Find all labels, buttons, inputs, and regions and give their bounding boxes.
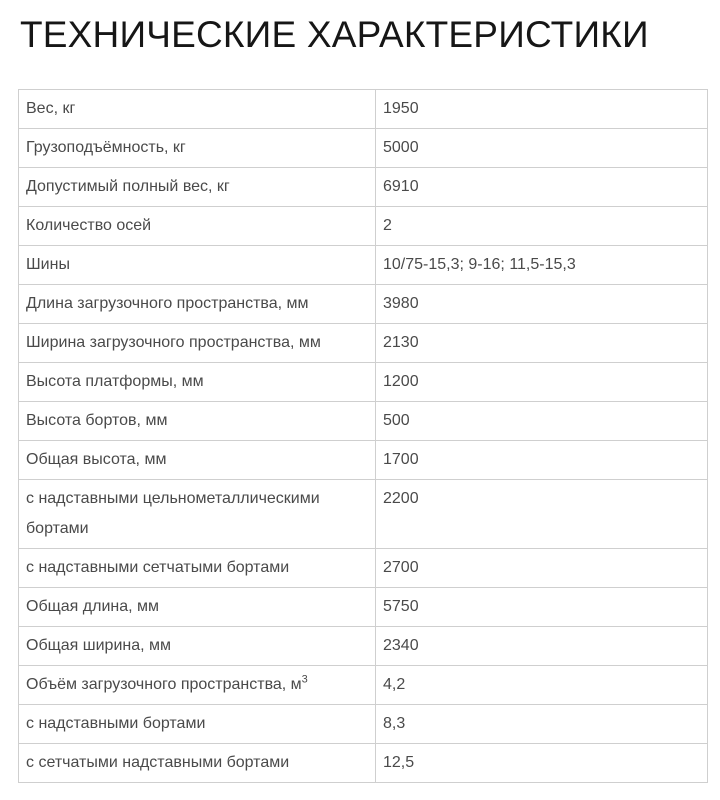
spec-value: 1700 (376, 441, 708, 480)
spec-name: Общая ширина, мм (19, 627, 376, 666)
spec-name: Высота платформы, мм (19, 363, 376, 402)
spec-name: Общая длина, мм (19, 588, 376, 627)
spec-name: с надставными бортами (19, 705, 376, 744)
table-row (19, 363, 708, 402)
page-title: ТЕХНИЧЕСКИЕ ХАРАКТЕРИСТИКИ (20, 14, 649, 55)
table-row (19, 168, 708, 207)
spec-value: 2200 (376, 480, 708, 549)
table-row (19, 246, 708, 285)
table-row (19, 588, 708, 627)
spec-name: Допустимый полный вес, кг (19, 168, 376, 207)
spec-name: Количество осей (19, 207, 376, 246)
spec-value: 10/75-15,3; 9-16; 11,5-15,3 (376, 246, 708, 285)
spec-value: 2130 (376, 324, 708, 363)
spec-value: 2340 (376, 627, 708, 666)
table-row (19, 441, 708, 480)
table-row (19, 324, 708, 363)
specs-table (18, 89, 708, 783)
spec-value: 5750 (376, 588, 708, 627)
spec-value: 1950 (376, 90, 708, 129)
spec-name-text: Объём загрузочного пространства, м (26, 676, 302, 693)
spec-name: Шины (19, 246, 376, 285)
spec-name: Длина загрузочного пространства, мм (19, 285, 376, 324)
spec-value: 500 (376, 402, 708, 441)
spec-value: 8,3 (376, 705, 708, 744)
table-row (19, 666, 708, 705)
spec-name: Ширина загрузочного пространства, мм (19, 324, 376, 363)
spec-value: 12,5 (376, 744, 708, 783)
spec-value: 4,2 (376, 666, 708, 705)
table-row (19, 480, 708, 549)
table-row (19, 549, 708, 588)
spec-value: 5000 (376, 129, 708, 168)
spec-name-with-superscript (19, 666, 376, 705)
table-row (19, 90, 708, 129)
spec-name: Высота бортов, мм (19, 402, 376, 441)
spec-name: Вес, кг (19, 90, 376, 129)
table-row (19, 207, 708, 246)
table-row (19, 705, 708, 744)
spec-name: Грузоподъёмность, кг (19, 129, 376, 168)
table-row (19, 402, 708, 441)
spec-name: Общая высота, мм (19, 441, 376, 480)
spec-name: с надставными цельнометаллическими бортами (19, 480, 376, 549)
spec-name: с сетчатыми надставными бортами (19, 744, 376, 783)
spec-value: 2700 (376, 549, 708, 588)
spec-name: с надставными сетчатыми бортами (19, 549, 376, 588)
unit-superscript: 3 (301, 673, 308, 686)
table-row (19, 129, 708, 168)
spec-value: 2 (376, 207, 708, 246)
table-row (19, 744, 708, 783)
spec-value: 1200 (376, 363, 708, 402)
spec-value: 3980 (376, 285, 708, 324)
spec-value: 6910 (376, 168, 708, 207)
table-row (19, 627, 708, 666)
table-row (19, 285, 708, 324)
